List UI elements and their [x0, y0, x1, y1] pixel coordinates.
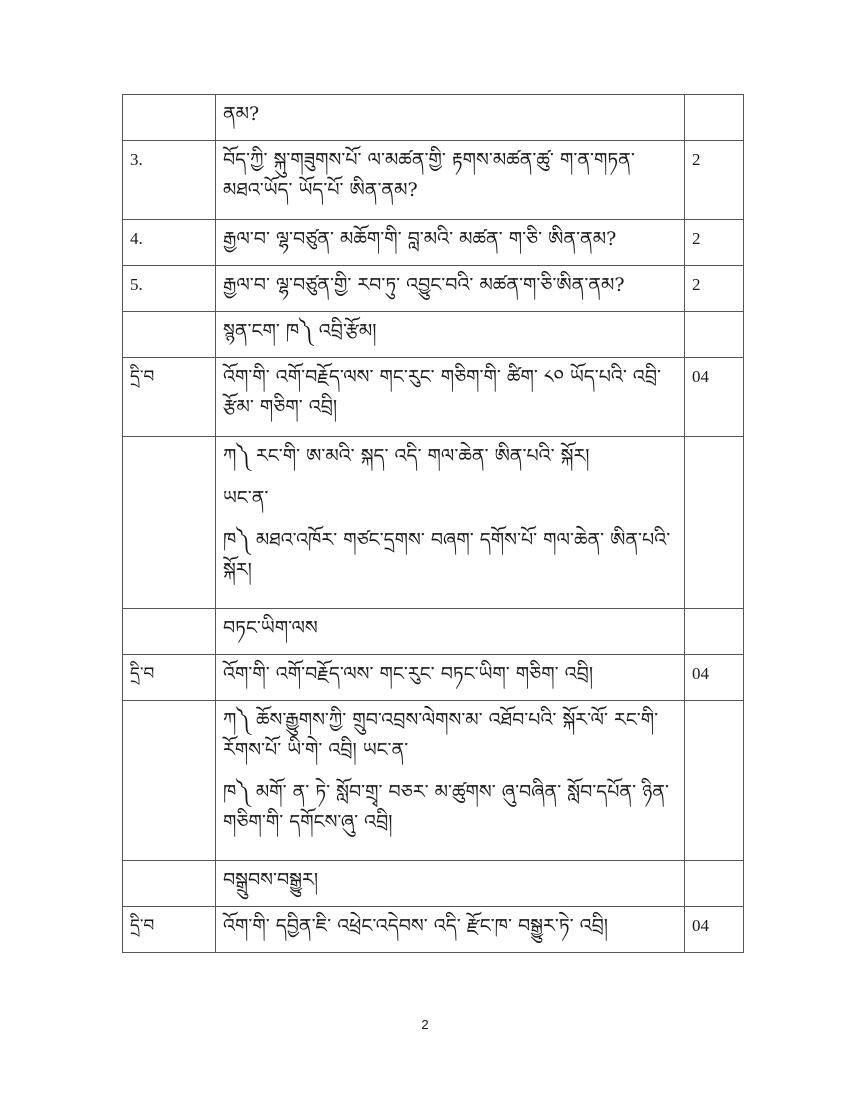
question-line: ཡང་ན་ — [223, 487, 269, 509]
question-marks — [685, 437, 744, 609]
question-line: ཀ༽ རང་གི་ ཨ་མའི་ སྐད་ འདི་ གལ་ཆེན་ ཨིན་པའི་ སྐོར། — [223, 445, 590, 467]
table-row — [123, 220, 744, 266]
table-row — [123, 609, 744, 655]
question-marks — [685, 861, 744, 907]
table-row — [123, 95, 744, 141]
question-line: རྒྱལ་བ་ ལྷ་བཙུན་གྱི་ རབ་ཏུ་ འབྱུང་བའི་ མཚན་ག་ཅི་ཨིན་ནམ? — [223, 274, 625, 296]
question-marks — [685, 609, 744, 655]
table-body — [123, 95, 744, 953]
table-row — [123, 907, 744, 953]
table-row — [123, 266, 744, 312]
question-number: 5. — [123, 266, 216, 312]
question-text — [216, 609, 685, 655]
question-text — [216, 358, 685, 437]
table-row — [123, 141, 744, 220]
question-text — [216, 861, 685, 907]
question-number: 3. — [123, 141, 216, 220]
table-row — [123, 437, 744, 609]
page-number: 2 — [421, 1017, 429, 1032]
question-marks: 2 — [685, 141, 744, 220]
question-line: ཁ༽ མཐའ་འཁོར་ གཙང་དྲགས་ བཞག་ དགོས་པོ་ གལ་ཆེན་ ཨིན་པའི་ སྐོར། — [223, 529, 671, 581]
question-number — [123, 437, 216, 609]
question-line: སྙན་ངག་ ཁ༽ འབྲི་རྩོམ། — [223, 320, 377, 342]
question-line: ཀ༽ ཆོས་རྒྱུགས་ཀྱི་ གྲུབ་འབྲས་ལེགས་མ་ འཐོབ་པའི་ སྐོར་ལོ་ རང་གི་ རོགས་པོ་ ཡི་གེ་ འབྲི། ཡང་ན་ — [223, 709, 659, 761]
question-text — [216, 95, 685, 141]
question-marks: 04 — [685, 907, 744, 953]
question-line: བཏང་ཡིག་ལས — [223, 617, 318, 639]
question-line: རྒྱལ་བ་ ལྷ་བཙུན་ མཆོག་གི་ བླ་མའི་ མཚན་ ག་ཅི་ ཨིན་ནམ? — [223, 228, 617, 250]
question-line: འོག་གི་ འགོ་བརྗོད་ལས་ གང་རུང་ གཅིག་གི་ ཚིག་ ༨༠ ཡོད་པའི་ འབྲི་རྩོམ་ གཅིག་ འབྲི། — [223, 366, 662, 418]
question-number: དྲི་བ — [123, 907, 216, 953]
question-number — [123, 95, 216, 141]
question-marks: 2 — [685, 266, 744, 312]
question-number: དྲི་བ — [123, 655, 216, 701]
question-number: 4. — [123, 220, 216, 266]
question-marks: 2 — [685, 220, 744, 266]
question-marks — [685, 95, 744, 141]
table-row — [123, 358, 744, 437]
question-table — [122, 94, 744, 953]
question-text — [216, 266, 685, 312]
question-marks — [685, 312, 744, 358]
question-line: འོག་གི་ འགོ་བརྗོད་ལས་ གང་རུང་ བཏང་ཡིག་ གཅིག་ འབྲི། — [223, 663, 594, 685]
question-marks — [685, 701, 744, 861]
table-row — [123, 701, 744, 861]
question-line: བསྒྲུབས་བསྒྱུར། — [223, 869, 319, 891]
table-row — [123, 861, 744, 907]
table-row — [123, 312, 744, 358]
table-row — [123, 655, 744, 701]
question-number — [123, 312, 216, 358]
question-number: དྲི་བ — [123, 358, 216, 437]
question-number — [123, 609, 216, 655]
question-text — [216, 655, 685, 701]
question-text — [216, 437, 685, 609]
question-line: འོག་གི་ དབྱིན་ཇི་ འཕྲེང་འདེབས་ འདི་ རྫོང་ཁ་ བསྒྱུར་ཏེ་ འབྲི། — [223, 915, 609, 937]
question-line: ཁ༽ མགོ་ ན་ ཏེ་ སློབ་གྲྭ་ བཅར་ མ་ཚུགས་ ཞུ་བཞིན་ སློབ་དཔོན་ ཉིན་ གཅིག་གི་ དགོངས་ཞུ་ འབྲི། — [223, 781, 669, 833]
question-line: ནམ? — [223, 103, 260, 125]
question-text — [216, 312, 685, 358]
question-text — [216, 220, 685, 266]
question-number — [123, 701, 216, 861]
question-line: བོད་ཀྱི་ སྐུ་གཟུགས་པོ་ ལ་མཚན་གྱི་ རྟགས་མཚན་ཚུ་ ག་ན་གཏན་ མཐའ་ཡོད་ ཡོད་པོ་ ཨིན་ནམ? — [223, 149, 635, 201]
question-text — [216, 701, 685, 861]
question-number — [123, 861, 216, 907]
question-marks: 04 — [685, 358, 744, 437]
question-text — [216, 907, 685, 953]
question-marks: 04 — [685, 655, 744, 701]
question-text — [216, 141, 685, 220]
